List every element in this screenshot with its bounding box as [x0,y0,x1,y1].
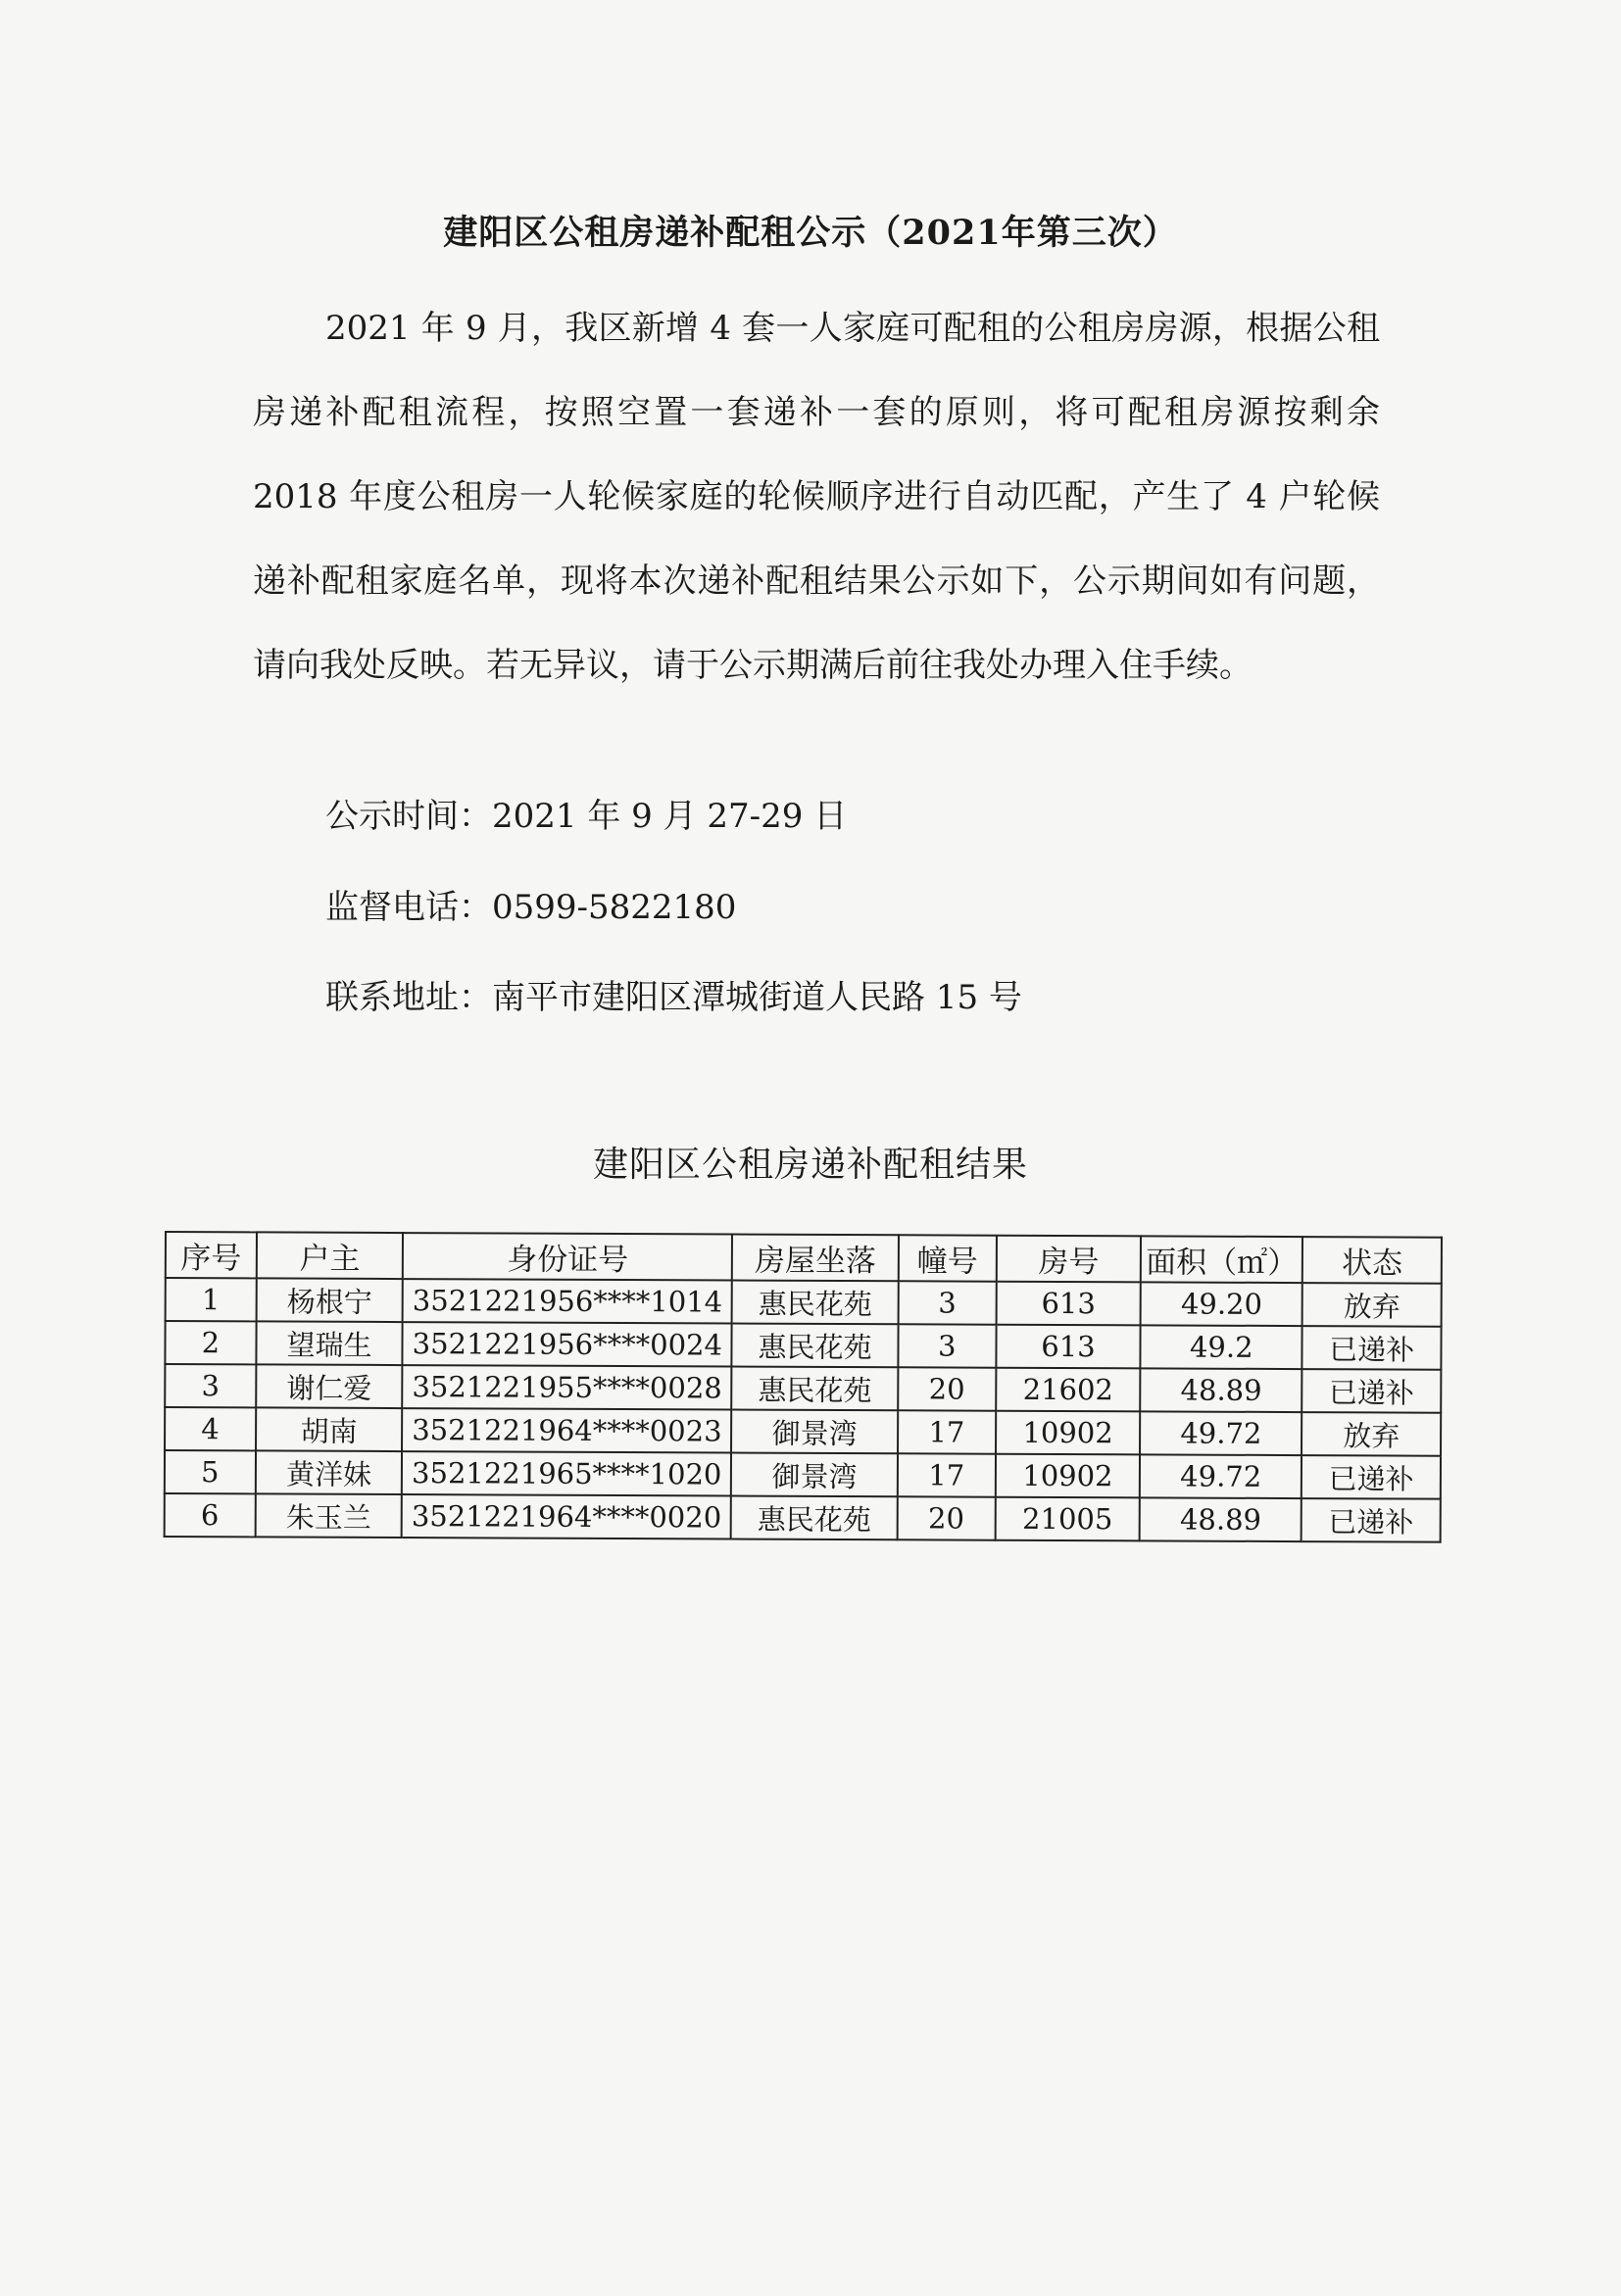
table-row [165,1450,1441,1499]
cell-building: 20 [898,1367,996,1410]
cell-location: 惠民花苑 [731,1496,898,1540]
table-header-row [166,1232,1442,1284]
cell-id-number: 3521221964****0020 [402,1494,731,1539]
cell-id-number: 3521221965****1020 [402,1451,731,1495]
cell-room: 613 [996,1325,1141,1369]
header-area: 面积（㎡） [1141,1236,1302,1283]
cell-area: 49.72 [1140,1454,1302,1498]
header-room: 房号 [996,1236,1141,1283]
cell-room: 21005 [995,1497,1140,1541]
header-index: 序号 [166,1232,257,1278]
cell-householder: 朱玉兰 [255,1493,402,1538]
cell-id-number: 3521221955****0028 [403,1365,732,1409]
cell-id-number: 3521221956****1014 [403,1279,732,1323]
cell-area: 48.89 [1140,1497,1302,1541]
cell-location: 御景湾 [731,1410,898,1454]
cell-id-number: 3521221964****0023 [402,1408,731,1452]
cell-area: 49.72 [1140,1411,1302,1455]
cell-building: 3 [898,1324,996,1367]
cell-room: 21602 [996,1368,1141,1412]
header-id-number: 身份证号 [403,1233,732,1280]
table-row [166,1278,1442,1327]
cell-index: 3 [165,1364,256,1407]
cell-location: 惠民花苑 [732,1281,899,1325]
cell-area: 49.20 [1141,1282,1302,1326]
cell-index: 5 [165,1450,256,1493]
header-householder: 户主 [257,1232,404,1279]
results-table [164,1231,1443,1543]
cell-householder: 杨根宁 [256,1278,403,1322]
cell-householder: 望瑞生 [256,1321,403,1365]
cell-householder: 胡南 [256,1407,403,1451]
cell-location: 御景湾 [731,1453,898,1497]
cell-id-number: 3521221956****0024 [403,1322,732,1366]
cell-room: 10902 [996,1454,1141,1498]
notice-time: 公示时间：2021 年 9 月 27-29 日 [325,797,848,836]
notice-paragraph: 2021 年 9 月，我区新增 4 套一人家庭可配租的公租房房源，根据公租房递补配租流程，按照空置一套递补一套的原则，将可配租房源按剩余 2018 年度公租房一人轮候家庭的轮候顺序进行自动匹配，产生了 4 户轮候递补配租家庭名单，现将本次递补配租结果公示如下，公示期间如有问题，请向我处反映。若无异议，请于公示期满后前往我处办理入住手续。 [253,309,1380,685]
supervision-phone: 监督电话：0599-5822180 [325,888,737,927]
cell-index: 1 [166,1278,257,1321]
cell-index: 6 [165,1493,256,1537]
cell-location: 惠民花苑 [732,1324,899,1368]
cell-building: 17 [898,1410,996,1453]
cell-status: 已递补 [1302,1326,1442,1370]
table-row [165,1493,1441,1542]
cell-status: 已递补 [1302,1369,1442,1413]
document-title: 建阳区公租房递补配租公示（2021年第三次） [443,213,1178,253]
contact-address: 联系地址：南平市建阳区潭城街道人民路 15 号 [325,978,1022,1017]
cell-area: 49.2 [1141,1325,1302,1369]
cell-room: 10902 [996,1411,1141,1455]
cell-status: 放弃 [1302,1283,1442,1327]
cell-room: 613 [996,1282,1141,1326]
header-location: 房屋坐落 [732,1235,899,1282]
table-row [165,1407,1441,1456]
cell-area: 48.89 [1141,1368,1302,1412]
table-row [165,1321,1441,1370]
header-status: 状态 [1302,1237,1442,1284]
cell-index: 2 [165,1321,256,1364]
header-building: 幢号 [899,1235,997,1281]
cell-building: 20 [898,1496,996,1539]
cell-status: 已递补 [1302,1455,1441,1499]
table-title: 建阳区公租房递补配租结果 [592,1145,1028,1185]
cell-index: 4 [165,1407,256,1450]
cell-status: 放弃 [1302,1412,1441,1456]
cell-location: 惠民花苑 [731,1367,898,1411]
cell-householder: 黄洋妹 [256,1450,403,1494]
cell-householder: 谢仁爱 [256,1364,403,1408]
cell-status: 已递补 [1302,1498,1441,1542]
table-row [165,1364,1441,1413]
cell-building: 17 [898,1453,996,1496]
cell-building: 3 [899,1281,997,1324]
